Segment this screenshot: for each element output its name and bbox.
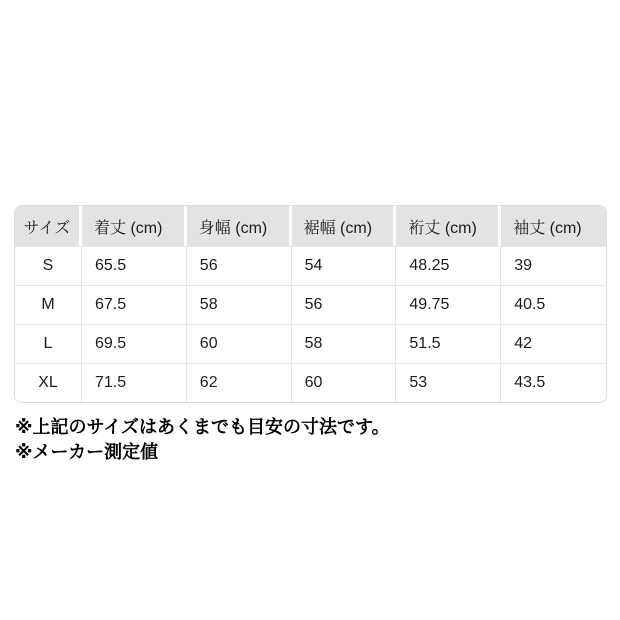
note-size-disclaimer: ※上記のサイズはあくまでも目安の寸法です。 bbox=[15, 417, 390, 437]
cell-value: 69.5 bbox=[82, 324, 187, 363]
table-row-m bbox=[15, 285, 606, 324]
size-label: L bbox=[15, 324, 82, 363]
column-header-body-length: 着丈 (cm) bbox=[82, 206, 187, 246]
table-row-s bbox=[15, 246, 606, 285]
cell-value: 71.5 bbox=[82, 363, 187, 402]
cell-value: 67.5 bbox=[82, 285, 187, 324]
cell-value: 58 bbox=[187, 285, 292, 324]
cell-value: 54 bbox=[292, 246, 397, 285]
size-label: M bbox=[15, 285, 82, 324]
cell-value: 51.5 bbox=[396, 324, 501, 363]
cell-value: 56 bbox=[292, 285, 397, 324]
cell-value: 49.75 bbox=[396, 285, 501, 324]
column-header-size: サイズ bbox=[15, 206, 82, 246]
cell-value: 40.5 bbox=[501, 285, 606, 324]
column-header-sleeve-length: 袖丈 (cm) bbox=[501, 206, 606, 246]
column-header-hem-width: 裾幅 (cm) bbox=[292, 206, 397, 246]
cell-value: 62 bbox=[187, 363, 292, 402]
notes-section bbox=[14, 415, 607, 465]
cell-value: 39 bbox=[501, 246, 606, 285]
size-label: XL bbox=[15, 363, 82, 402]
column-header-yuki-length: 裄丈 (cm) bbox=[396, 206, 501, 246]
size-chart-page bbox=[14, 205, 607, 465]
column-header-body-width: 身幅 (cm) bbox=[187, 206, 292, 246]
cell-value: 60 bbox=[292, 363, 397, 402]
header-row bbox=[15, 206, 606, 246]
cell-value: 43.5 bbox=[501, 363, 606, 402]
cell-value: 58 bbox=[292, 324, 397, 363]
note-maker-measurement: ※メーカー測定値 bbox=[15, 442, 159, 462]
size-table bbox=[15, 206, 606, 402]
size-chart-table bbox=[14, 205, 607, 403]
table-row-l bbox=[15, 324, 606, 363]
cell-value: 56 bbox=[187, 246, 292, 285]
cell-value: 65.5 bbox=[82, 246, 187, 285]
size-label: S bbox=[15, 246, 82, 285]
cell-value: 48.25 bbox=[396, 246, 501, 285]
cell-value: 53 bbox=[396, 363, 501, 402]
table-row-xl bbox=[15, 363, 606, 402]
cell-value: 60 bbox=[187, 324, 292, 363]
cell-value: 42 bbox=[501, 324, 606, 363]
